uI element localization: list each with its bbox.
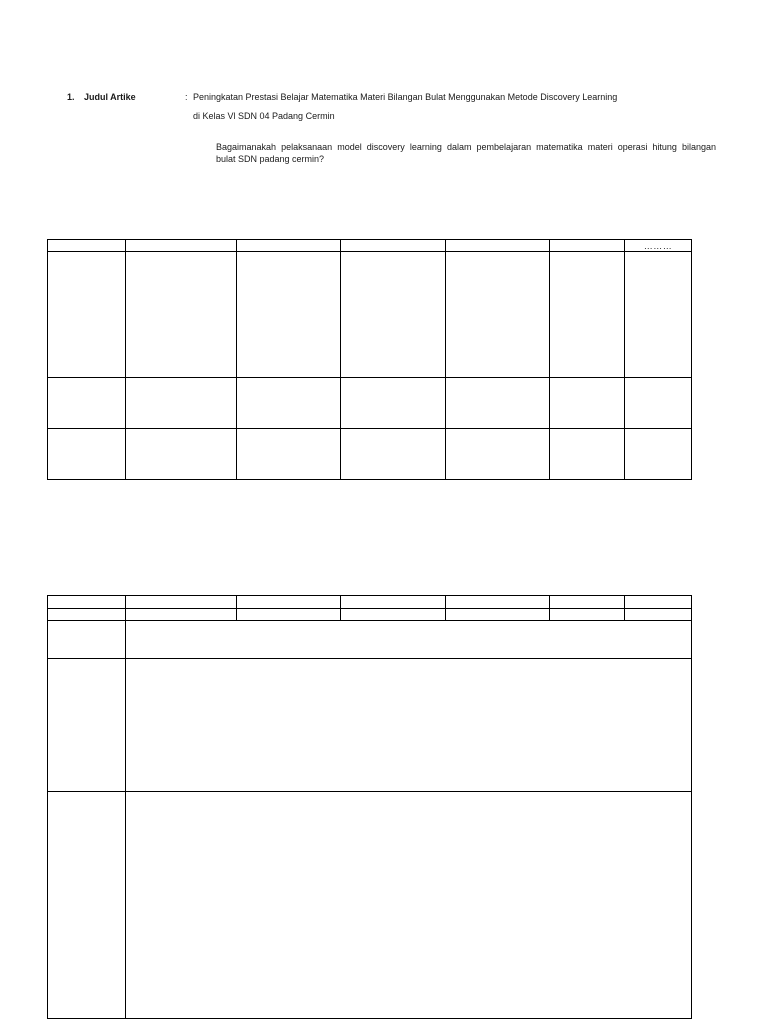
table-cell [625, 609, 692, 621]
table-header-row [48, 596, 692, 609]
empty-table-bottom [47, 595, 692, 1019]
table-cell [625, 378, 692, 429]
table-cell [550, 252, 625, 378]
header-ellipsis-cell: ……… [625, 240, 692, 252]
table-cell [126, 378, 237, 429]
table-cell [48, 596, 126, 609]
research-question [216, 141, 716, 165]
table-cell [126, 252, 237, 378]
table-cell [550, 378, 625, 429]
table-cell [341, 596, 446, 609]
table-cell [341, 240, 446, 252]
table-row [48, 429, 692, 480]
item-separator: : [185, 92, 188, 102]
table-cell [48, 659, 126, 792]
table-cell [48, 609, 126, 621]
table-cell [446, 240, 550, 252]
table-cell [550, 429, 625, 480]
table-cell [625, 252, 692, 378]
table-cell [237, 429, 341, 480]
table-cell [126, 596, 237, 609]
table-cell [126, 240, 237, 252]
item-label: Judul Artike [84, 92, 136, 102]
table-cell [341, 252, 446, 378]
table-cell [341, 429, 446, 480]
table-row [48, 792, 692, 1019]
table-cell [48, 240, 126, 252]
table-row [48, 378, 692, 429]
research-question-line1: Bagaimanakah pelaksanaan model discovery learning dalam pembelajaran matematika materi operasi hitung bilangan [216, 142, 716, 152]
table-cell [126, 609, 237, 621]
table-cell [341, 609, 446, 621]
table-cell [48, 429, 126, 480]
table-cell [550, 609, 625, 621]
table-cell [237, 240, 341, 252]
article-title-line2: di Kelas Vl SDN 04 Padang Cermin [193, 111, 335, 121]
table-cell [237, 609, 341, 621]
table-cell [446, 596, 550, 609]
table-cell [48, 792, 126, 1019]
table-cell [550, 596, 625, 609]
item-number: 1. [67, 92, 75, 102]
table-merged-cell [126, 621, 692, 659]
table-merged-cell [126, 659, 692, 792]
article-title-line1: Peningkatan Prestasi Belajar Matematika Materi Bilangan Bulat Menggunakan Metode Discovery Learning [193, 92, 618, 102]
table-cell [446, 378, 550, 429]
empty-table-top [47, 239, 692, 480]
table-cell [48, 378, 126, 429]
table-cell [625, 596, 692, 609]
table-cell [446, 252, 550, 378]
table-row [48, 252, 692, 378]
table-header-row [48, 240, 692, 252]
table-cell [126, 429, 237, 480]
table-cell [341, 378, 446, 429]
table-header-row [48, 609, 692, 621]
table-cell [48, 252, 126, 378]
table-cell [237, 252, 341, 378]
table-cell [446, 429, 550, 480]
table-row [48, 659, 692, 792]
table-cell [237, 378, 341, 429]
table-row [48, 621, 692, 659]
table-cell [550, 240, 625, 252]
table-cell [237, 596, 341, 609]
table-cell [446, 609, 550, 621]
table-merged-cell [126, 792, 692, 1019]
research-question-line2: bulat SDN padang cermin? [216, 154, 325, 164]
table-cell [625, 429, 692, 480]
table-cell [48, 621, 126, 659]
